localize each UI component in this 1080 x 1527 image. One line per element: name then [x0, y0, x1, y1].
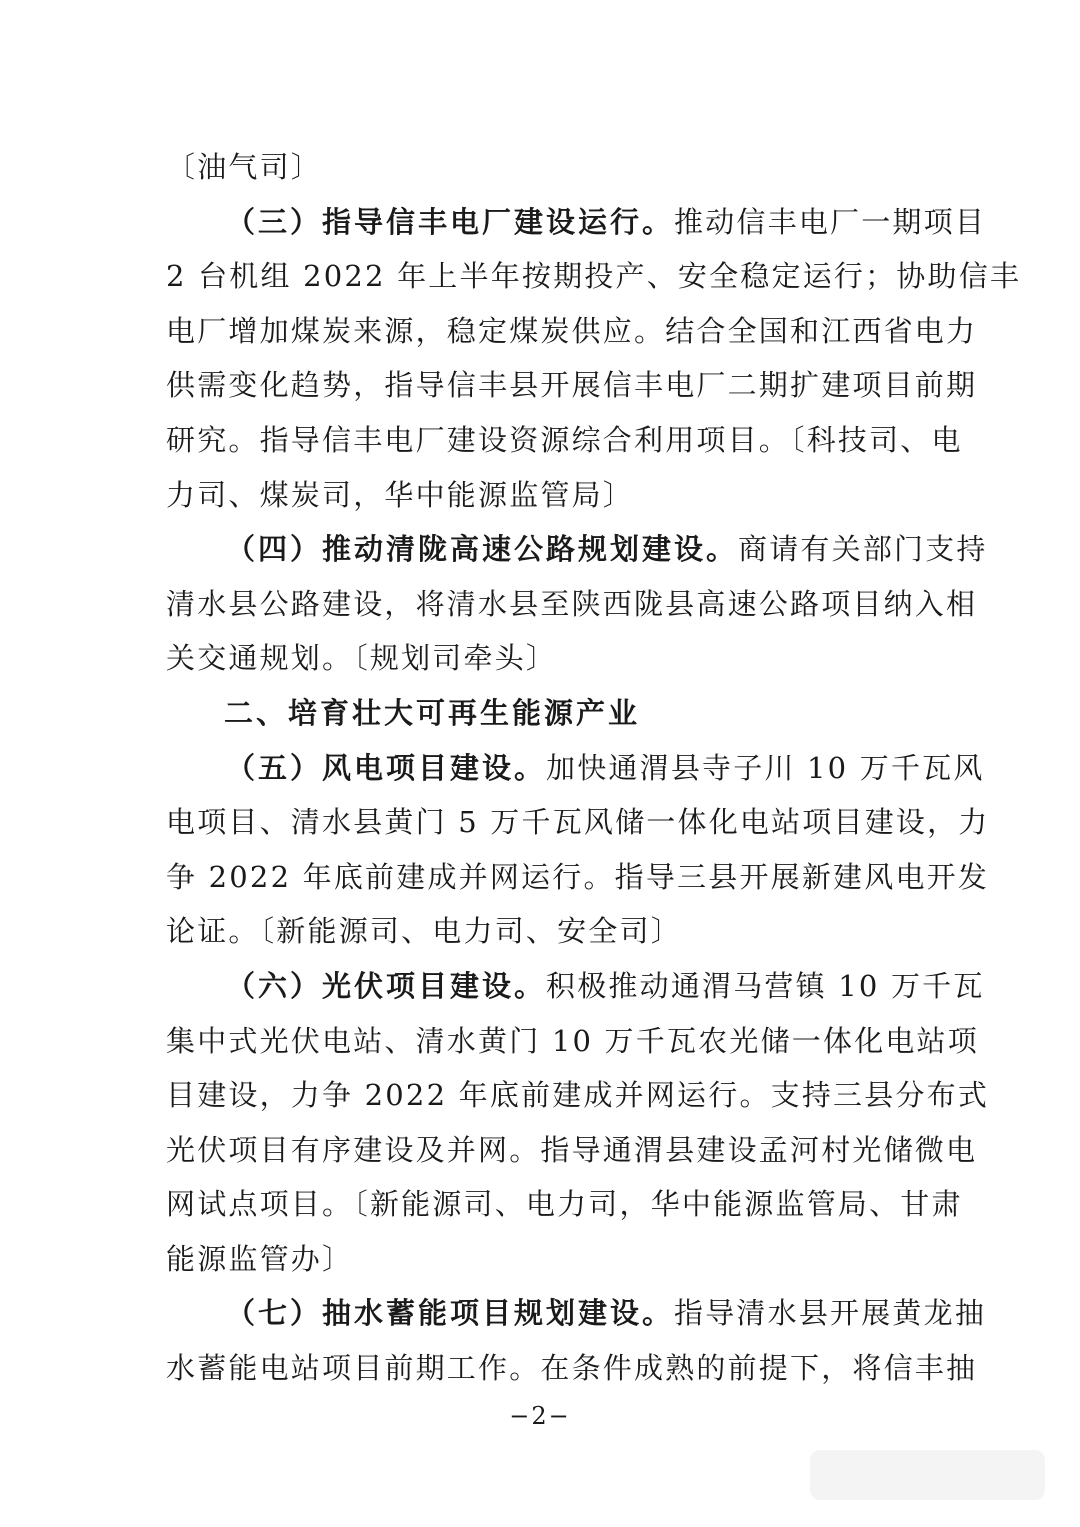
- text-line: 目建设，力争 2022 年底前建成并网运行。支持三县分布式: [166, 1078, 990, 1113]
- text-line: 电项目、清水县黄门 5 万千瓦风储一体化电站项目建设，力: [166, 805, 990, 840]
- text-run: 指导清水县开展黄龙抽: [674, 1296, 987, 1331]
- text-line: 水蓄能电站项目前期工作。在条件成熟的前提下，将信丰抽: [166, 1351, 978, 1386]
- section-heading-4: （四）推动清陇高速公路规划建设。: [226, 532, 739, 567]
- text-line: 力司、煤炭司，华中能源监管局〕: [166, 477, 635, 512]
- text-line: 能源监管办〕: [166, 1241, 354, 1276]
- watermark: [810, 1450, 1045, 1500]
- text-line: 集中式光伏电站、清水黄门 10 万千瓦农光储一体化电站项: [166, 1023, 979, 1058]
- section-heading-line: [166, 195, 987, 250]
- text-line: 光伏项目有序建设及并网。指导通渭县建设孟河村光储微电: [166, 1132, 978, 1167]
- section-heading-line: [166, 522, 988, 577]
- text-line: 争 2022 年底前建成并网运行。指导三县开展新建风电开发: [166, 859, 990, 894]
- text-run: 商请有关部门支持: [738, 532, 988, 567]
- text-line: 2 台机组 2022 年上半年按期投产、安全稳定运行；协助信丰: [166, 259, 1022, 294]
- section-heading-line: [166, 959, 985, 1014]
- section-heading-line: [166, 741, 985, 796]
- text-line: 网试点项目。〔新能源司、电力司，华中能源监管局、甘肃: [166, 1187, 963, 1222]
- text-line: 论证。〔新能源司、电力司、安全司〕: [166, 914, 682, 949]
- section-heading-6: （六）光伏项目建设。: [226, 968, 547, 1003]
- text-run: 推动信丰电厂一期项目: [674, 204, 987, 239]
- chapter-heading: 二、培育壮大可再生能源产业: [224, 695, 641, 730]
- page-number: −2−: [509, 1402, 571, 1430]
- text-line: 清水县公路建设，将清水县至陕西陇县高速公路项目纳入相: [166, 586, 978, 621]
- section-heading-7: （七）抽水蓄能项目规划建设。: [226, 1296, 675, 1331]
- text-line: 关交通规划。〔规划司牵头〕: [166, 641, 558, 676]
- text-run: 加快通渭县寺子川 10 万千瓦风: [546, 750, 985, 785]
- section-heading-5: （五）风电项目建设。: [226, 750, 547, 785]
- text-line: 电厂增加煤炭来源，稳定煤炭供应。结合全国和江西省电力: [166, 313, 978, 348]
- section-heading-3: （三）指导信丰电厂建设运行。: [226, 204, 675, 239]
- body-text: [166, 140, 1022, 1396]
- text-line: 〔油气司〕: [166, 150, 323, 184]
- text-run: 积极推动通渭马营镇 10 万千瓦: [546, 968, 985, 1003]
- section-heading-line: [166, 1286, 987, 1341]
- text-line: 研究。指导信丰电厂建设资源综合利用项目。〔科技司、电: [166, 422, 963, 457]
- text-line: 供需变化趋势，指导信丰县开展信丰电厂二期扩建项目前期: [166, 368, 978, 403]
